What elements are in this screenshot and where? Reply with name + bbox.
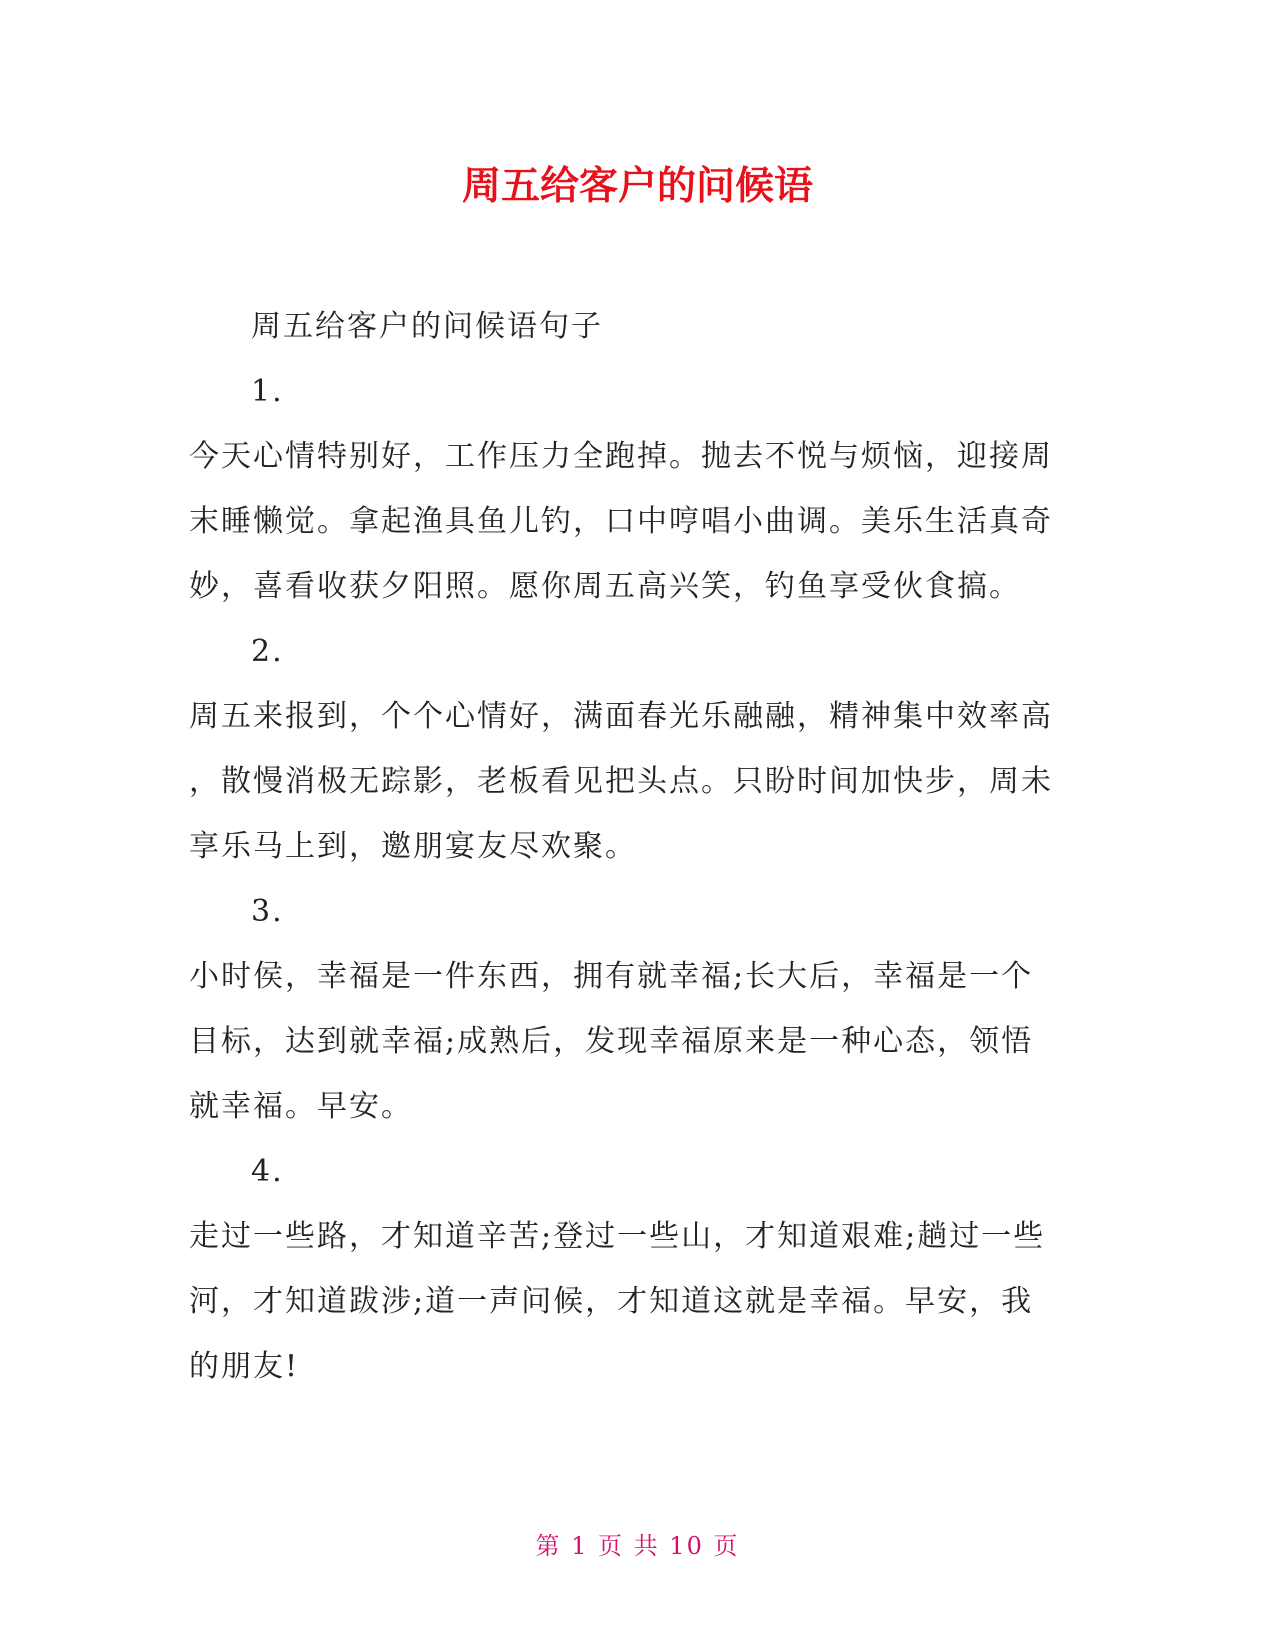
document-title: 周五给客户的问候语	[461, 164, 813, 209]
item-4-line-2: 河，才知道跋涉;道一声问候，才知道这就是幸福。早安，我	[189, 1284, 1034, 1319]
item-1-number: 1.	[251, 374, 284, 409]
subtitle: 周五给客户的问候语句子	[251, 309, 603, 344]
item-4-line-3: 的朋友!	[189, 1349, 300, 1384]
item-1-line-3: 妙，喜看收获夕阳照。愿你周五高兴笑，钓鱼享受伙食搞。	[189, 569, 1021, 604]
item-3-line-2: 目标，达到就幸福;成熟后，发现幸福原来是一种心态，领悟	[189, 1024, 1034, 1059]
item-4-number: 4.	[251, 1154, 284, 1189]
item-1-line-2: 末睡懒觉。拿起渔具鱼儿钓，口中哼唱小曲调。美乐生活真奇	[189, 504, 1053, 539]
item-2-line-1: 周五来报到，个个心情好，满面春光乐融融，精神集中效率高	[189, 699, 1053, 734]
item-2-number: 2.	[251, 634, 284, 669]
item-4-line-1: 走过一些路，才知道辛苦;登过一些山，才知道艰难;趟过一些	[189, 1219, 1046, 1254]
item-2-line-2: ，散慢消极无踪影，老板看见把头点。只盼时间加快步，周未	[189, 764, 1053, 799]
item-2-line-3: 享乐马上到，邀朋宴友尽欢聚。	[189, 829, 637, 864]
item-3-line-1: 小时侯，幸福是一件东西，拥有就幸福;长大后，幸福是一个	[189, 959, 1034, 994]
page-footer: 第 1 页 共 10 页	[535, 1532, 740, 1560]
item-3-line-3: 就幸福。早安。	[189, 1089, 413, 1124]
item-1-line-1: 今天心情特别好，工作压力全跑掉。抛去不悦与烦恼，迎接周	[189, 439, 1053, 474]
document-body	[189, 294, 1089, 1399]
item-3-number: 3.	[251, 894, 284, 929]
